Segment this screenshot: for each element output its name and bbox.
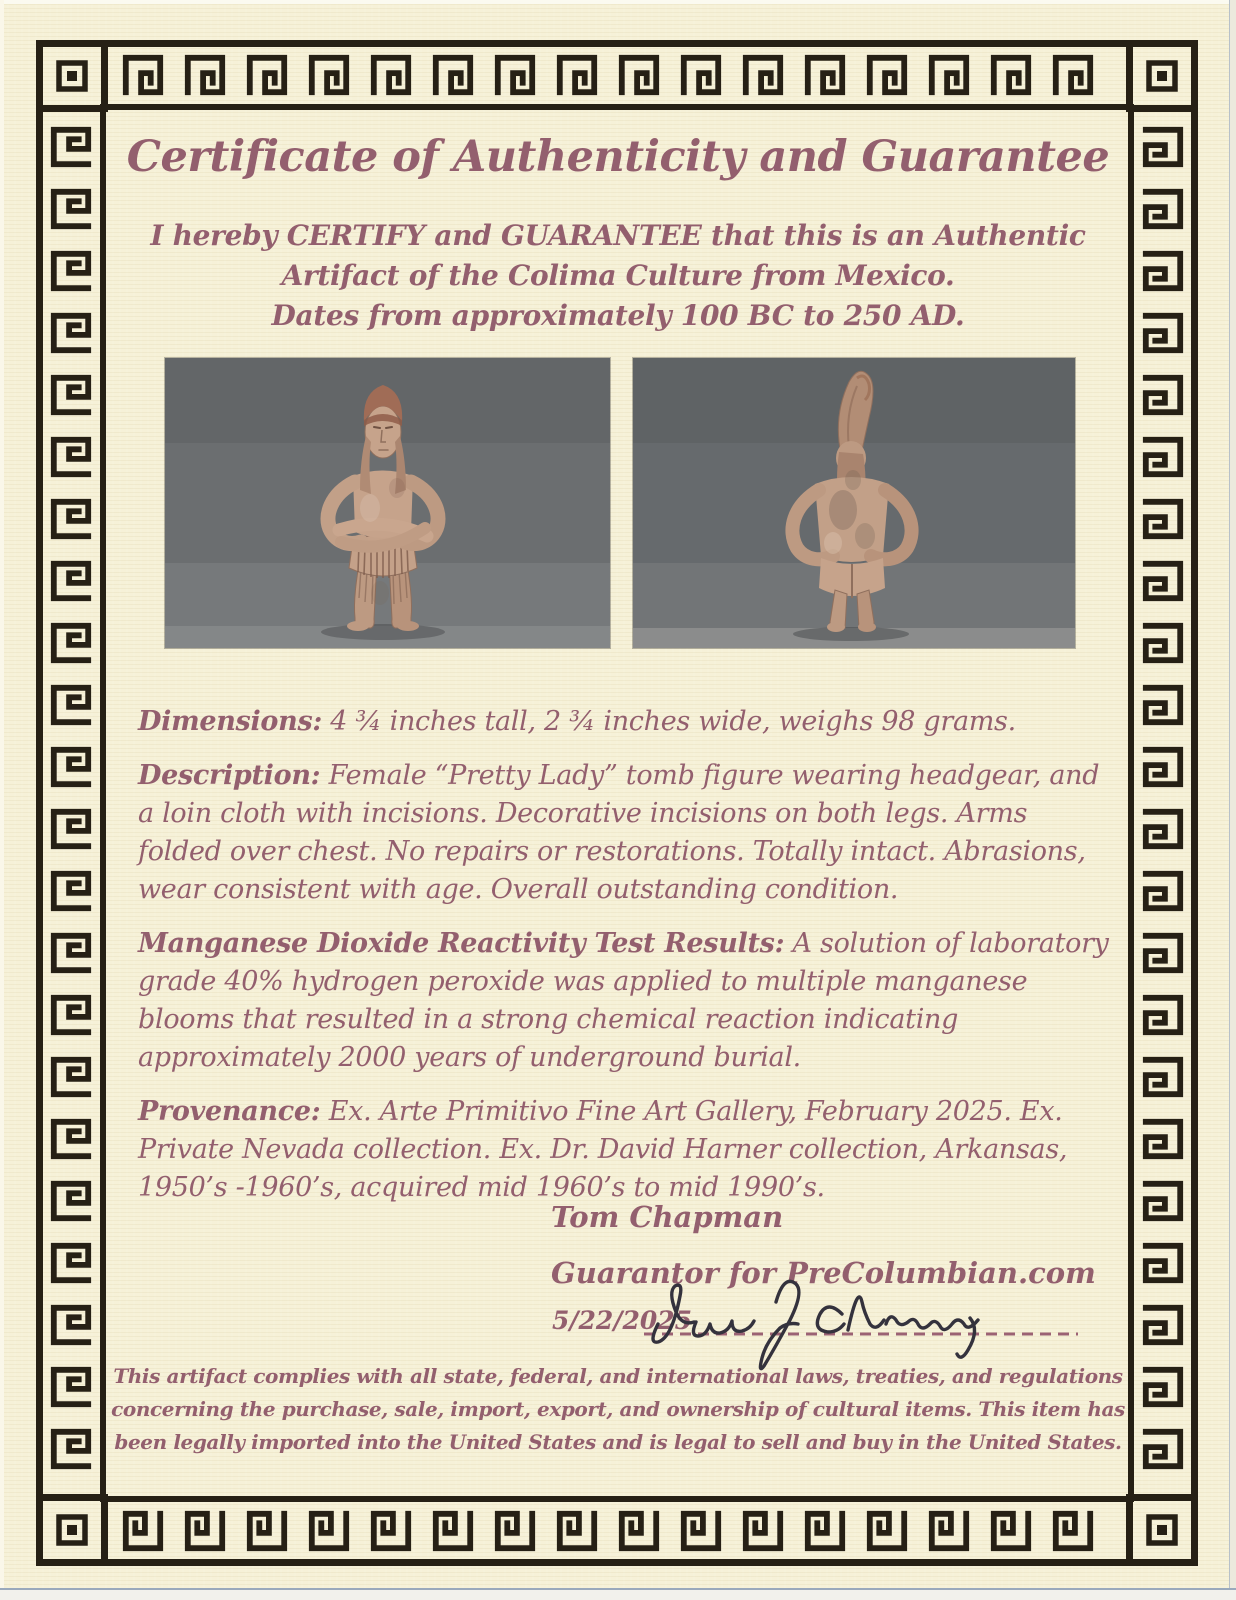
artifact-photo-back bbox=[633, 358, 1075, 648]
statement-line-2: Artifact of the Colima Culture from Mexico. bbox=[281, 259, 955, 292]
signature-ink-strokes bbox=[653, 1281, 978, 1368]
dimensions-paragraph bbox=[138, 703, 1110, 741]
legal-disclaimer: This artifact complies with all state, federal, and international laws, treaties, and regulations concerning the purchase, sale, import, export, and ownership of cultural items. This item has been legally imported into the United States and is legal to sell and buy in the United States. bbox=[111, 1364, 1125, 1454]
manganese-test-text: A solution of laboratory grade 40% hydrogen peroxide was applied to multiple manganese blooms that resulted in a strong chemical reaction indicating approximately 2000 years of underground burial. bbox=[138, 928, 1109, 1073]
manganese-test-label: Manganese Dioxide Reactivity Test Results: bbox=[138, 928, 785, 959]
scan-edge-left bbox=[0, 0, 4, 1600]
statement-line-1: I hereby CERTIFY and GUARANTEE that this is an Authentic bbox=[150, 219, 1086, 252]
description-label: Description: bbox=[138, 760, 321, 791]
scan-edge-top bbox=[0, 0, 1236, 4]
figurine-back-illustration bbox=[633, 358, 1075, 648]
scan-edge-bottom bbox=[0, 1588, 1236, 1600]
signature-date: 5/22/2025 bbox=[552, 1306, 693, 1335]
dimensions-text: 4 ¾ inches tall, 2 ¾ inches wide, weighs 98 grams. bbox=[322, 706, 1016, 737]
signer-name: Tom Chapman bbox=[551, 1200, 784, 1234]
signer-role: Guarantor for PreColumbian.com bbox=[551, 1256, 1096, 1290]
manganese-test-paragraph bbox=[138, 925, 1110, 1077]
statement-line-3: Dates from approximately 100 BC to 250 AD. bbox=[271, 299, 965, 332]
description-paragraph bbox=[138, 757, 1110, 909]
certificate-title: Certificate of Authenticity and Guarantee bbox=[126, 132, 1110, 182]
figurine-front-illustration bbox=[165, 358, 610, 648]
provenance-label: Provenance: bbox=[138, 1096, 321, 1127]
certification-statement bbox=[118, 216, 1118, 336]
description-text: Female “Pretty Lady” tomb figure wearing headgear, and a loin cloth with incisions. Decorative incisions on both legs. Arms folded over chest. No repairs or restorations. Totally intact. Abrasions, wear consistent with age. Overall outstanding condition. bbox=[138, 760, 1100, 905]
artifact-photo-front bbox=[165, 358, 610, 648]
scan-edge-right bbox=[1229, 0, 1236, 1600]
provenance-paragraph bbox=[138, 1093, 1110, 1207]
provenance-text: Ex. Arte Primitivo Fine Art Gallery, February 2025. Ex. Private Nevada collection. Ex. Dr. David Harner collection, Arkansas, 1950’s -1960’s, acquired mid 1960’s to mid 1990’s. bbox=[138, 1096, 1068, 1203]
dimensions-label: Dimensions: bbox=[138, 706, 323, 737]
